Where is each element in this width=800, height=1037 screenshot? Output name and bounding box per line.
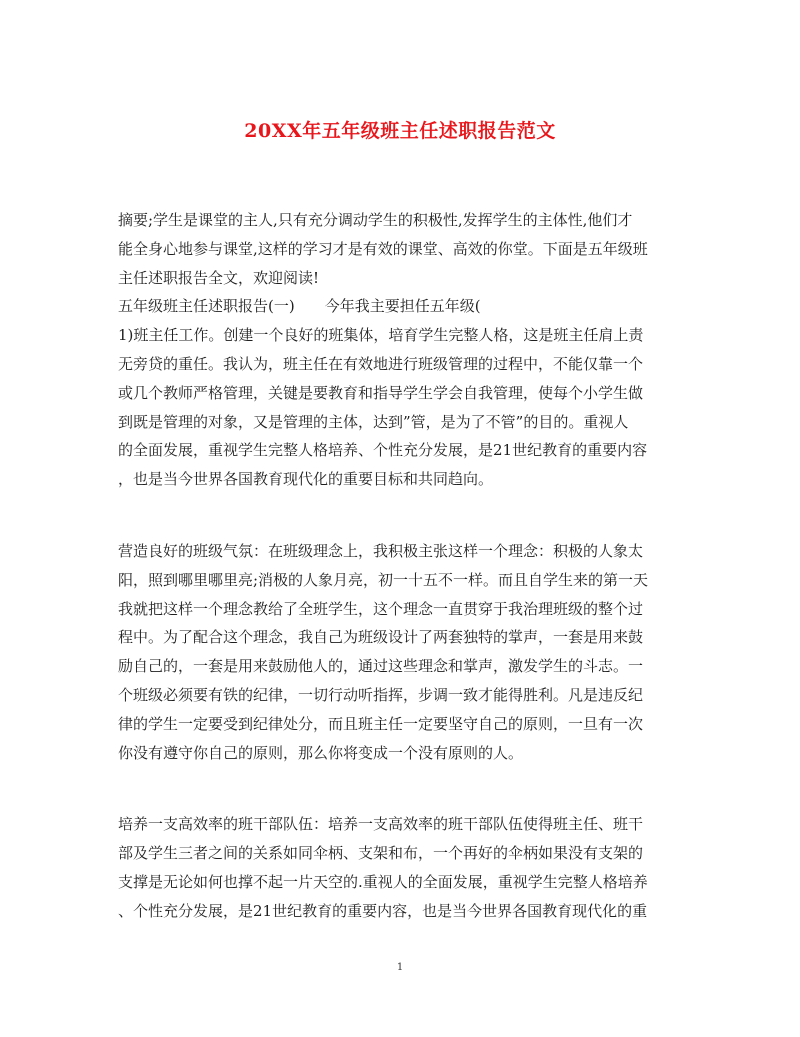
document-title: 20XX年五年级班主任述职报告范文 <box>244 120 556 142</box>
text-line: 个班级必须要有铁的纪律，一切行动听指挥，步调一致才能得胜利。凡是违反纪 <box>118 685 644 704</box>
text-line: 1)班主任工作。创建一个良好的班集体，培育学生完整人格，这是班主任肩上责 <box>118 326 644 345</box>
text-line: 程中。为了配合这个理念，我自己为班级设计了两套独特的掌声，一套是用来鼓 <box>118 628 644 647</box>
text-line: 部及学生三者之间的关系如同伞柄、支架和布，一个再好的伞柄如果没有支架的 <box>118 844 644 863</box>
text-line: 律的学生一定要受到纪律处分，而且班主任一定要坚守自己的原则，一旦有一次 <box>118 714 644 733</box>
text-line: 支撑是无论如何也撑不起一片天空的.重视人的全面发展，重视学生完整人格培养 <box>118 872 648 891</box>
text-line: 到既是管理的对象，又是管理的主体，达到”管，是为了不管”的目的。重视人 <box>118 412 629 431</box>
text-line: 阳，照到哪里哪里亮;消极的人象月亮，初一十五不一样。而且自学生来的第一天 <box>118 570 649 589</box>
text-line: 五年级班主任述职报告(一) 今年我主要担任五年级( <box>118 297 481 316</box>
document-body <box>118 206 684 926</box>
text-line: 营造良好的班级气氛：在班级理念上，我积极主张这样一个理念：积极的人象太 <box>118 541 644 560</box>
text-line: 我就把这样一个理念教给了全班学生，这个理念一直贯穿于我治理班级的整个过 <box>118 599 644 618</box>
paragraph-gap <box>118 494 684 537</box>
paragraph-2 <box>118 537 684 767</box>
text-line: 主任述职报告全文，欢迎阅读! <box>118 268 320 287</box>
text-line: 摘要;学生是课堂的主人,只有充分调动学生的积极性,发挥学生的主体性,他们才 <box>118 211 633 229</box>
text-line: 无旁贷的重任。我认为，班主任在有效地进行班级管理的过程中，不能仅靠一个 <box>118 354 644 373</box>
page-number: 1 <box>396 962 404 973</box>
text-line: 的全面发展，重视学生完整人格培养、个性充分发展，是21世纪教育的重要内容 <box>118 441 648 460</box>
text-line: ，也是当今世界各国教育现代化的重要目标和共同趋向。 <box>118 470 494 489</box>
text-line: 或几个教师严格管理，关键是要教育和指导学生学会自我管理，使每个小学生做 <box>118 383 644 402</box>
paragraph-3 <box>118 810 684 925</box>
text-line: 你没有遵守你自己的原则，那么你将变成一个没有原则的人。 <box>118 743 524 762</box>
text-line: 培养一支高效率的班干部队伍：培养一支高效率的班干部队伍使得班主任、班干 <box>118 815 644 834</box>
text-line: 、个性充分发展，是21世纪教育的重要内容，也是当今世界各国教育现代化的重 <box>118 901 648 920</box>
text-line: 励自己的，一套是用来鼓励他人的，通过这些理念和掌声，激发学生的斗志。一 <box>118 657 644 676</box>
text-line: 能全身心地参与课堂,这样的学习才是有效的课堂、高效的你堂。下面是五年级班 <box>118 239 648 258</box>
paragraph-1 <box>118 206 684 494</box>
paragraph-gap <box>118 767 684 810</box>
